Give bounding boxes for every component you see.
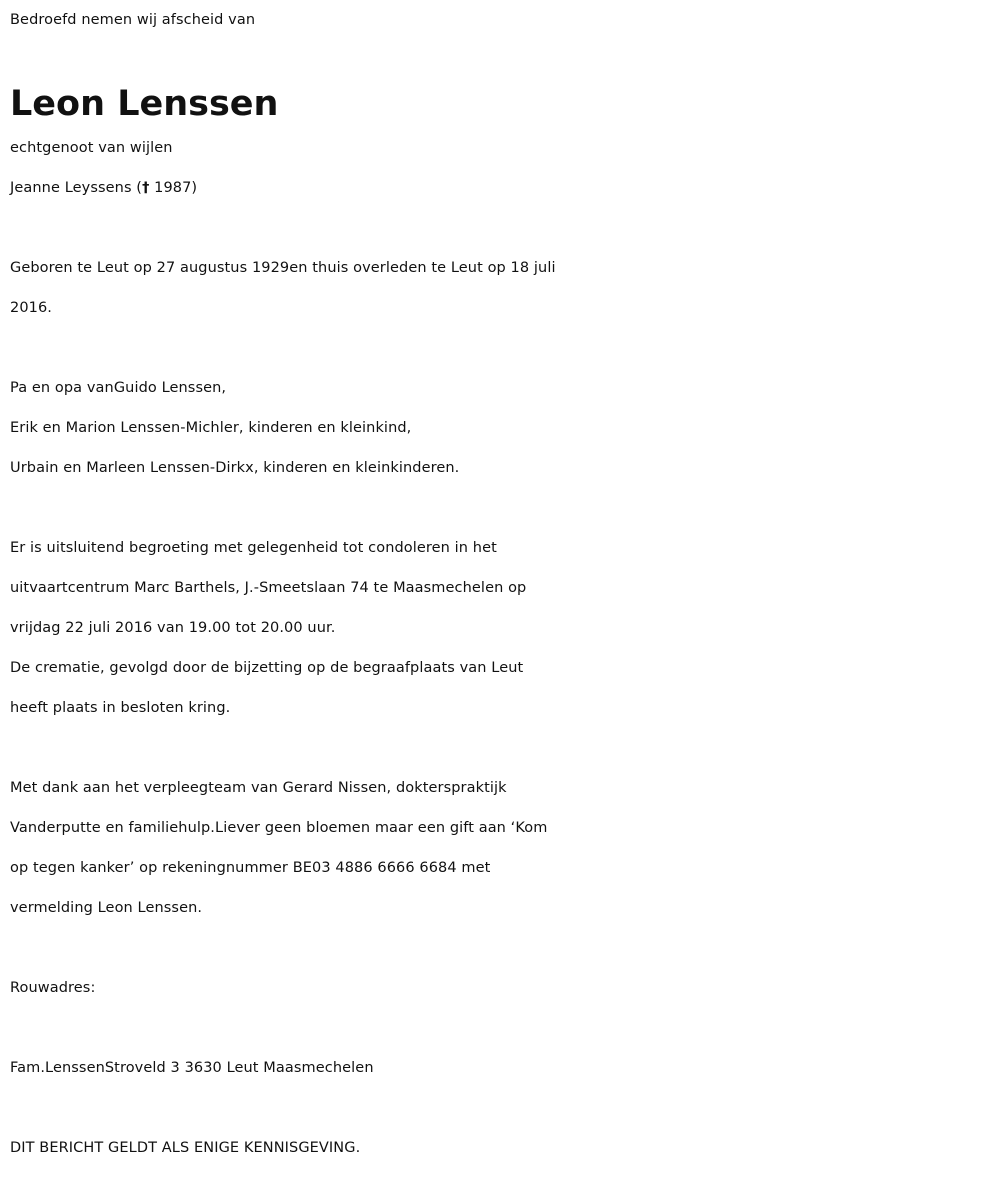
paragraph-line: Vanderputte en familiehulp.Liever geen bloemen maar een gift aan ‘Kom bbox=[10, 820, 548, 836]
paragraph-line: Urbain en Marleen Lenssen-Dirkx, kinderen en kleinkinderen. bbox=[10, 460, 460, 476]
condolence-paragraph bbox=[10, 528, 995, 728]
paragraph-line: Met dank aan het verpleegteam van Gerard Nissen, dokterspraktijk bbox=[10, 780, 507, 796]
notice-text: DIT BERICHT GELDT ALS ENIGE KENNISGEVING. bbox=[10, 1140, 361, 1156]
spouse-line: echtgenoot van wijlen bbox=[10, 140, 173, 156]
mourning-address: Fam.LenssenStroveld 3 3630 Leut Maasmechelen bbox=[10, 1060, 374, 1076]
spouse-death-year: 1987) bbox=[149, 180, 198, 196]
paragraph-line: Erik en Marion Lenssen-Michler, kinderen en kleinkind, bbox=[10, 420, 412, 436]
spouse-name: Jeanne Leyssens ( bbox=[10, 180, 143, 196]
cross-icon: † bbox=[142, 180, 150, 196]
paragraph-line: De crematie, gevolgd door de bijzetting op de begraafplaats van Leut bbox=[10, 660, 524, 676]
spouse-name-line bbox=[10, 168, 995, 208]
paragraph-line: Pa en opa vanGuido Lenssen, bbox=[10, 380, 227, 396]
paragraph-line: Er is uitsluitend begroeting met gelegenheid tot condoleren in het bbox=[10, 540, 497, 556]
birth-death-paragraph bbox=[10, 248, 995, 328]
obituary-document bbox=[10, 0, 995, 1168]
paragraph-line: heeft plaats in besloten kring. bbox=[10, 700, 231, 716]
deceased-name: Leon Lenssen bbox=[10, 84, 279, 124]
address-label: Rouwadres: bbox=[10, 980, 96, 996]
paragraph-line: vrijdag 22 juli 2016 van 19.00 tot 20.00 uur. bbox=[10, 620, 336, 636]
paragraph-line: vermelding Leon Lenssen. bbox=[10, 900, 203, 916]
family-paragraph bbox=[10, 368, 995, 488]
paragraph-line: Geboren te Leut op 27 augustus 1929en thuis overleden te Leut op 18 juli bbox=[10, 260, 556, 276]
thanks-paragraph bbox=[10, 768, 995, 928]
intro-text: Bedroefd nemen wij afscheid van bbox=[10, 12, 256, 28]
paragraph-line: uitvaartcentrum Marc Barthels, J.-Smeetslaan 74 te Maasmechelen op bbox=[10, 580, 527, 596]
paragraph-line: 2016. bbox=[10, 300, 53, 316]
paragraph-line: op tegen kanker’ op rekeningnummer BE03 4886 6666 6684 met bbox=[10, 860, 491, 876]
